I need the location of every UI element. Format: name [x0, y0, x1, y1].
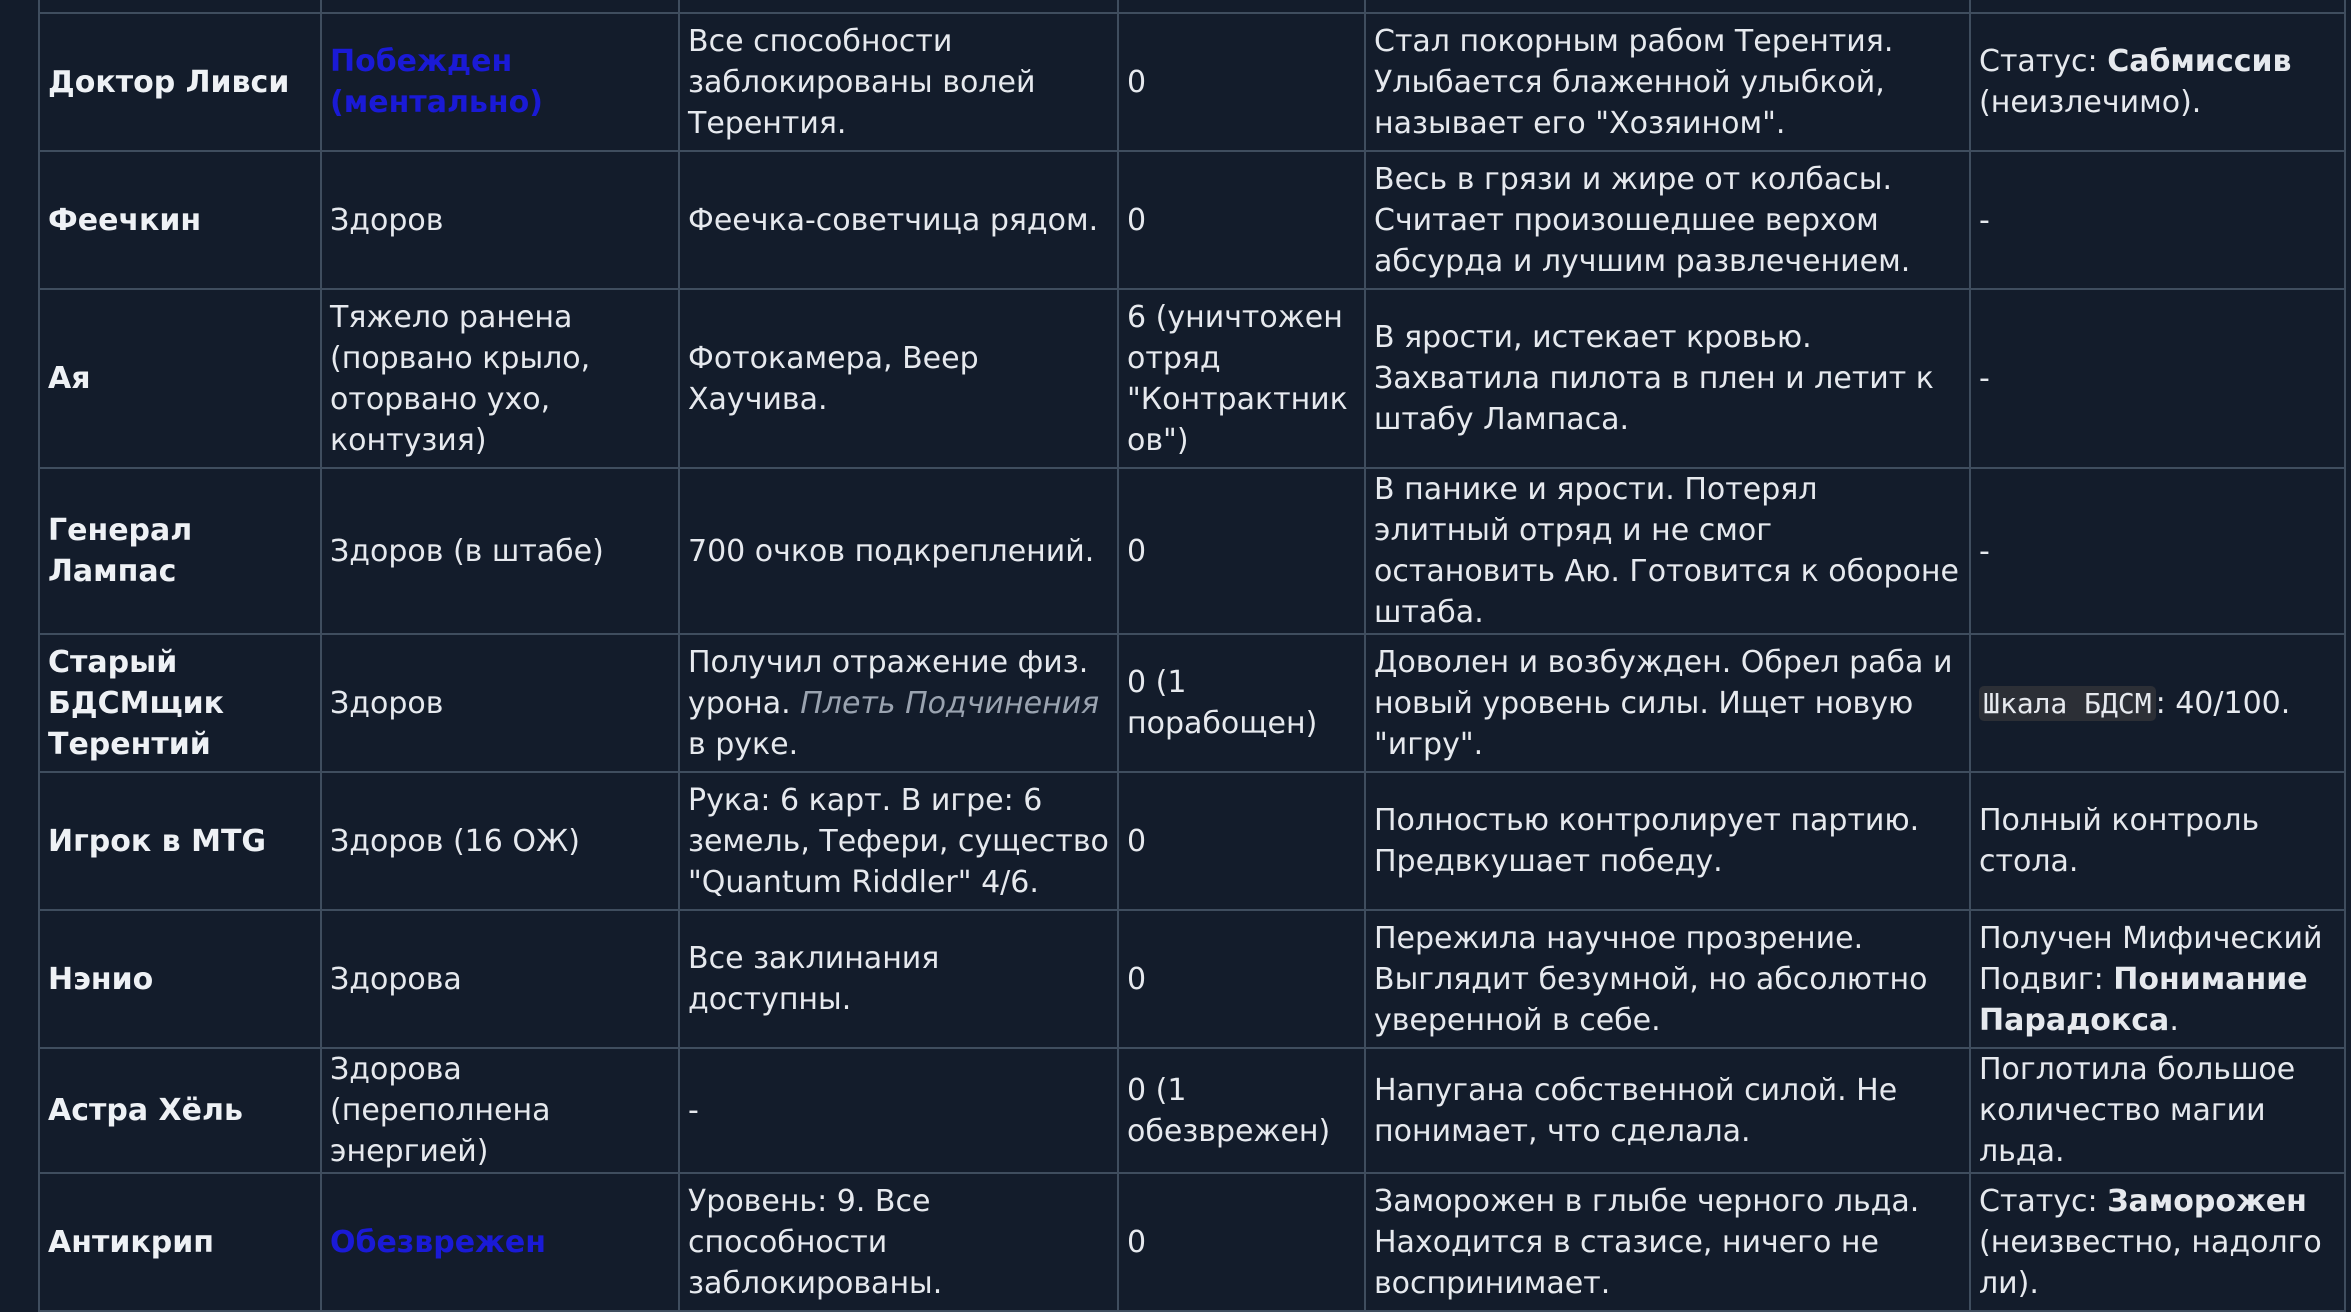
abilities-cell: Получил отражение физ. урона. Плеть Подчинения в руке.	[679, 634, 1118, 772]
state-cell: Пережила научное прозрение. Выглядит безумной, но абсолютно уверенной в себе.	[1365, 910, 1970, 1048]
kills-cell: 0	[1118, 151, 1365, 289]
state-cell: Весь в грязи и жире от колбасы. Считает произошедшее верхом абсурда и лучшим развлечением.	[1365, 151, 1970, 289]
table-row	[39, 910, 2345, 1048]
kills-cell: 0	[1118, 910, 1365, 1048]
notes-cell: Шкала БДСМ : 40/100.	[1970, 634, 2345, 772]
state-cell: Заморожен в глыбе черного льда. Находится в стазисе, ничего не воспринимает.	[1365, 1173, 1970, 1311]
character-name: Нэнио	[39, 910, 321, 1048]
kills-cell: 0	[1118, 772, 1365, 910]
state-cell: Полностью контролирует партию. Предвкушает победу.	[1365, 772, 1970, 910]
state-cell: В панике и ярости. Потерял элитный отряд и не смог остановить Аю. Готовится к обороне штаба.	[1365, 468, 1970, 634]
abilities-cell: Рука: 6 карт. В игре: 6 земель, Тефери, существо "Quantum Riddler" 4/6.	[679, 772, 1118, 910]
notes-cell: -	[1970, 468, 2345, 634]
table-row	[39, 468, 2345, 634]
notes-cell: Полный контроль стола.	[1970, 772, 2345, 910]
character-name: Астра Хёль	[39, 1048, 321, 1173]
character-name: Игрок в MTG	[39, 772, 321, 910]
abilities-cell: Феечка-советчица рядом.	[679, 151, 1118, 289]
table-row	[39, 634, 2345, 772]
notes-cell: Статус: Заморожен (неизвестно, надолго ли).	[1970, 1173, 2345, 1311]
kills-cell: 0 (1 обезврежен)	[1118, 1048, 1365, 1173]
kills-cell: 0	[1118, 13, 1365, 151]
kills-cell: 6 (уничтожен отряд "Контрактников")	[1118, 289, 1365, 468]
notes-cell: -	[1970, 289, 2345, 468]
table-row	[39, 289, 2345, 468]
inline-code: Шкала БДСМ	[1979, 686, 2156, 721]
health-cell: Тяжело ранена (порвано крыло, оторвано ухо, контузия)	[321, 289, 679, 468]
health-cell: Здоров (16 ОЖ)	[321, 772, 679, 910]
notes-cell: Получен Мифический Подвиг: Понимание Парадокса.	[1970, 910, 2345, 1048]
health-cell: Здоров (в штабе)	[321, 468, 679, 634]
table-row-top-cut	[39, 0, 2345, 13]
abilities-cell: Все способности заблокированы волей Терентия.	[679, 13, 1118, 151]
health-cell	[321, 13, 679, 151]
abilities-cell: Все заклинания доступны.	[679, 910, 1118, 1048]
character-name: Доктор Ливси	[39, 13, 321, 151]
table-row	[39, 772, 2345, 910]
state-cell: Стал покорным рабом Терентия. Улыбается блаженной улыбкой, называет его "Хозяином".	[1365, 13, 1970, 151]
notes-cell: -	[1970, 151, 2345, 289]
whip-item-italic: Плеть Подчинения	[800, 685, 1100, 721]
state-cell: Напугана собственной силой. Не понимает, что сделала.	[1365, 1048, 1970, 1173]
kills-cell: 0 (1 порабощен)	[1118, 634, 1365, 772]
health-status-link[interactable]: Обезврежен	[330, 1224, 546, 1260]
abilities-cell: -	[679, 1048, 1118, 1173]
health-status-link[interactable]: Побежден (ментально)	[330, 44, 543, 120]
character-name: Генерал Лампас	[39, 468, 321, 634]
state-cell: В ярости, истекает кровью. Захватила пилота в плен и летит к штабу Лампаса.	[1365, 289, 1970, 468]
table-row	[39, 1173, 2345, 1311]
notes-cell: Поглотила большое количество магии льда.	[1970, 1048, 2345, 1173]
character-name: Ая	[39, 289, 321, 468]
health-cell: Здорова	[321, 910, 679, 1048]
abilities-cell: Фотокамера, Веер Хаучива.	[679, 289, 1118, 468]
kills-cell: 0	[1118, 1173, 1365, 1311]
health-cell: Здоров	[321, 151, 679, 289]
table-row	[39, 13, 2345, 151]
abilities-cell: Уровень: 9. Все способности заблокированы.	[679, 1173, 1118, 1311]
table-row	[39, 1048, 2345, 1173]
abilities-cell: 700 очков подкреплений.	[679, 468, 1118, 634]
health-cell: Здоров	[321, 634, 679, 772]
state-cell: Доволен и возбужден. Обрел раба и новый уровень силы. Ищет новую "игру".	[1365, 634, 1970, 772]
kills-cell: 0	[1118, 468, 1365, 634]
character-name: Антикрип	[39, 1173, 321, 1311]
character-name: Старый БДСМщик Терентий	[39, 634, 321, 772]
health-cell	[321, 1173, 679, 1311]
table-row	[39, 151, 2345, 289]
character-name: Феечкин	[39, 151, 321, 289]
character-status-table	[38, 0, 2346, 1312]
health-cell: Здорова (переполнена энергией)	[321, 1048, 679, 1173]
notes-cell: Статус: Сабмиссив (неизлечимо).	[1970, 13, 2345, 151]
